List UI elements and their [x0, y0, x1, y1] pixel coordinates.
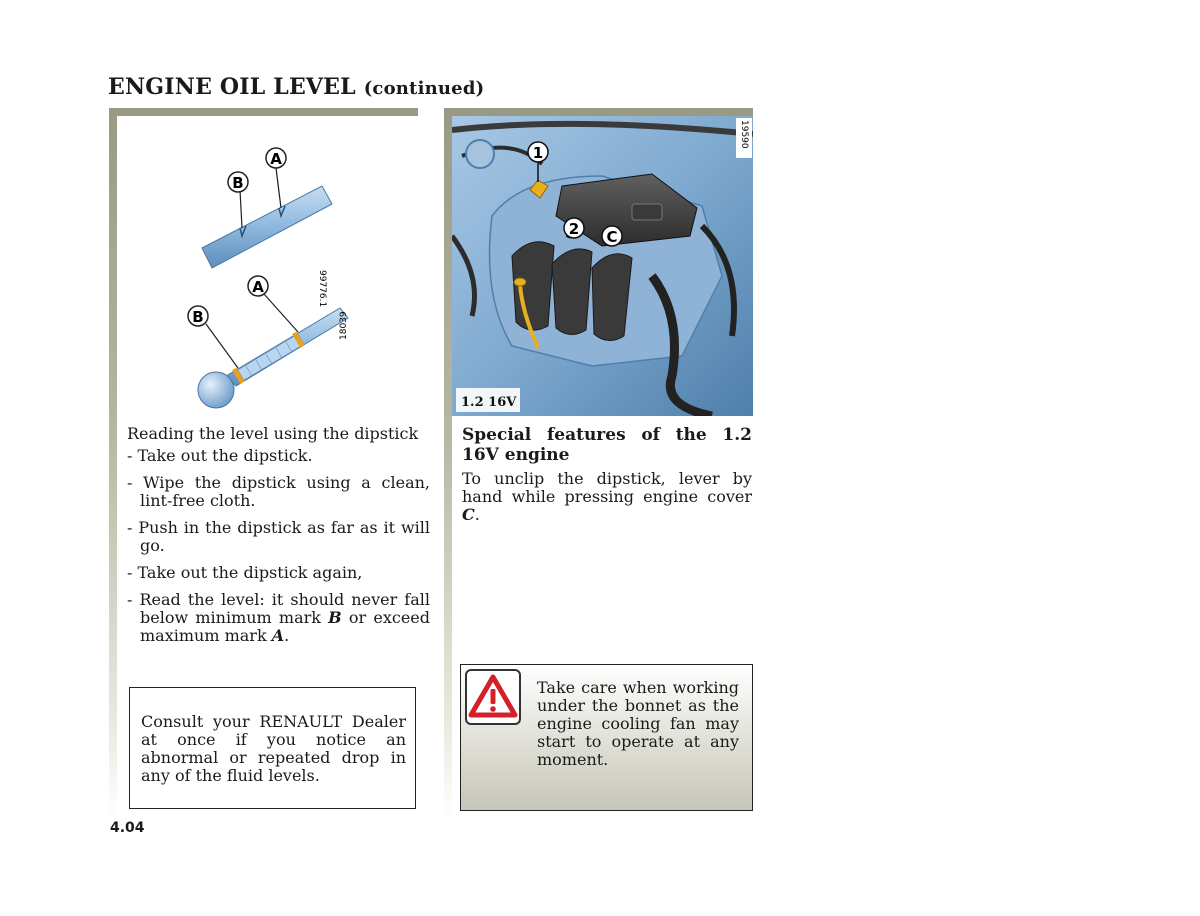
callout-c-label: C — [606, 228, 618, 246]
callout-a-lower-label: A — [252, 278, 264, 296]
engine-bay-illustration — [452, 116, 753, 416]
special-features-heading: Special features of the 1.2 16V engine — [462, 425, 752, 465]
step-item: - Take out the dipstick again, — [127, 563, 363, 582]
warning-text: Take care when working under the bonnet as the engine cooling fan may start to operate at any moment. — [537, 678, 739, 769]
callout-1-label: 1 — [532, 144, 544, 162]
callout-2-label: 2 — [568, 220, 580, 238]
page-title — [108, 74, 484, 100]
step-item: - Take out the dipstick. — [127, 446, 313, 465]
step5-suffix: . — [284, 626, 290, 645]
special-text-prefix: To unclip the dipstick, lever by hand while pressing engine cover — [462, 469, 752, 506]
step5-middle: or exceed maximum mark — [140, 608, 430, 645]
dipstick-illustration — [180, 140, 380, 420]
warning-triangle-icon — [465, 669, 521, 725]
reading-heading: Reading the level using the dipstick — [127, 424, 419, 443]
cover-c-ref: C — [462, 505, 475, 524]
page-number: 4.04 — [110, 820, 145, 836]
callout-a-upper-label: A — [270, 150, 282, 168]
callout-b-upper-label: B — [232, 174, 244, 192]
left-column-top-bar — [109, 108, 418, 116]
step-item-read-level — [127, 591, 430, 645]
step5-prefix: - Read the level: it should never fall below minimum mark — [127, 590, 430, 627]
page-title-suffix: (continued) — [363, 78, 485, 99]
warning-triangle-icon-svg — [467, 671, 519, 723]
engine-ref-code: 19590 — [739, 120, 749, 149]
mark-b-ref: B — [328, 608, 342, 627]
right-column-side-bar — [444, 108, 452, 820]
dipstick-handle — [198, 372, 234, 408]
engine-photo-label: 1.2 16V — [461, 395, 517, 410]
ref-code-upper: 99776.1 — [317, 270, 327, 308]
page-title-main: ENGINE OIL LEVEL — [108, 74, 356, 100]
callout-b-lower-label: B — [192, 308, 204, 326]
left-column-side-bar — [109, 108, 117, 820]
step-item: - Wipe the dipstick using a clean, lint-free cloth. — [127, 473, 430, 510]
dipstick-closeup — [202, 186, 332, 268]
special-text-suffix: . — [474, 505, 480, 524]
ref-code-lower: 18039 — [339, 311, 349, 340]
special-features-text — [462, 470, 752, 524]
mark-a-ref: A — [271, 626, 285, 645]
dealer-note-text: Consult your RENAULT Dealer at once if you notice an abnormal or repeated drop in any of the fluid levels. — [141, 712, 406, 785]
right-column-top-bar — [444, 108, 753, 116]
step-item: - Push in the dipstick as far as it will go. — [127, 518, 430, 555]
